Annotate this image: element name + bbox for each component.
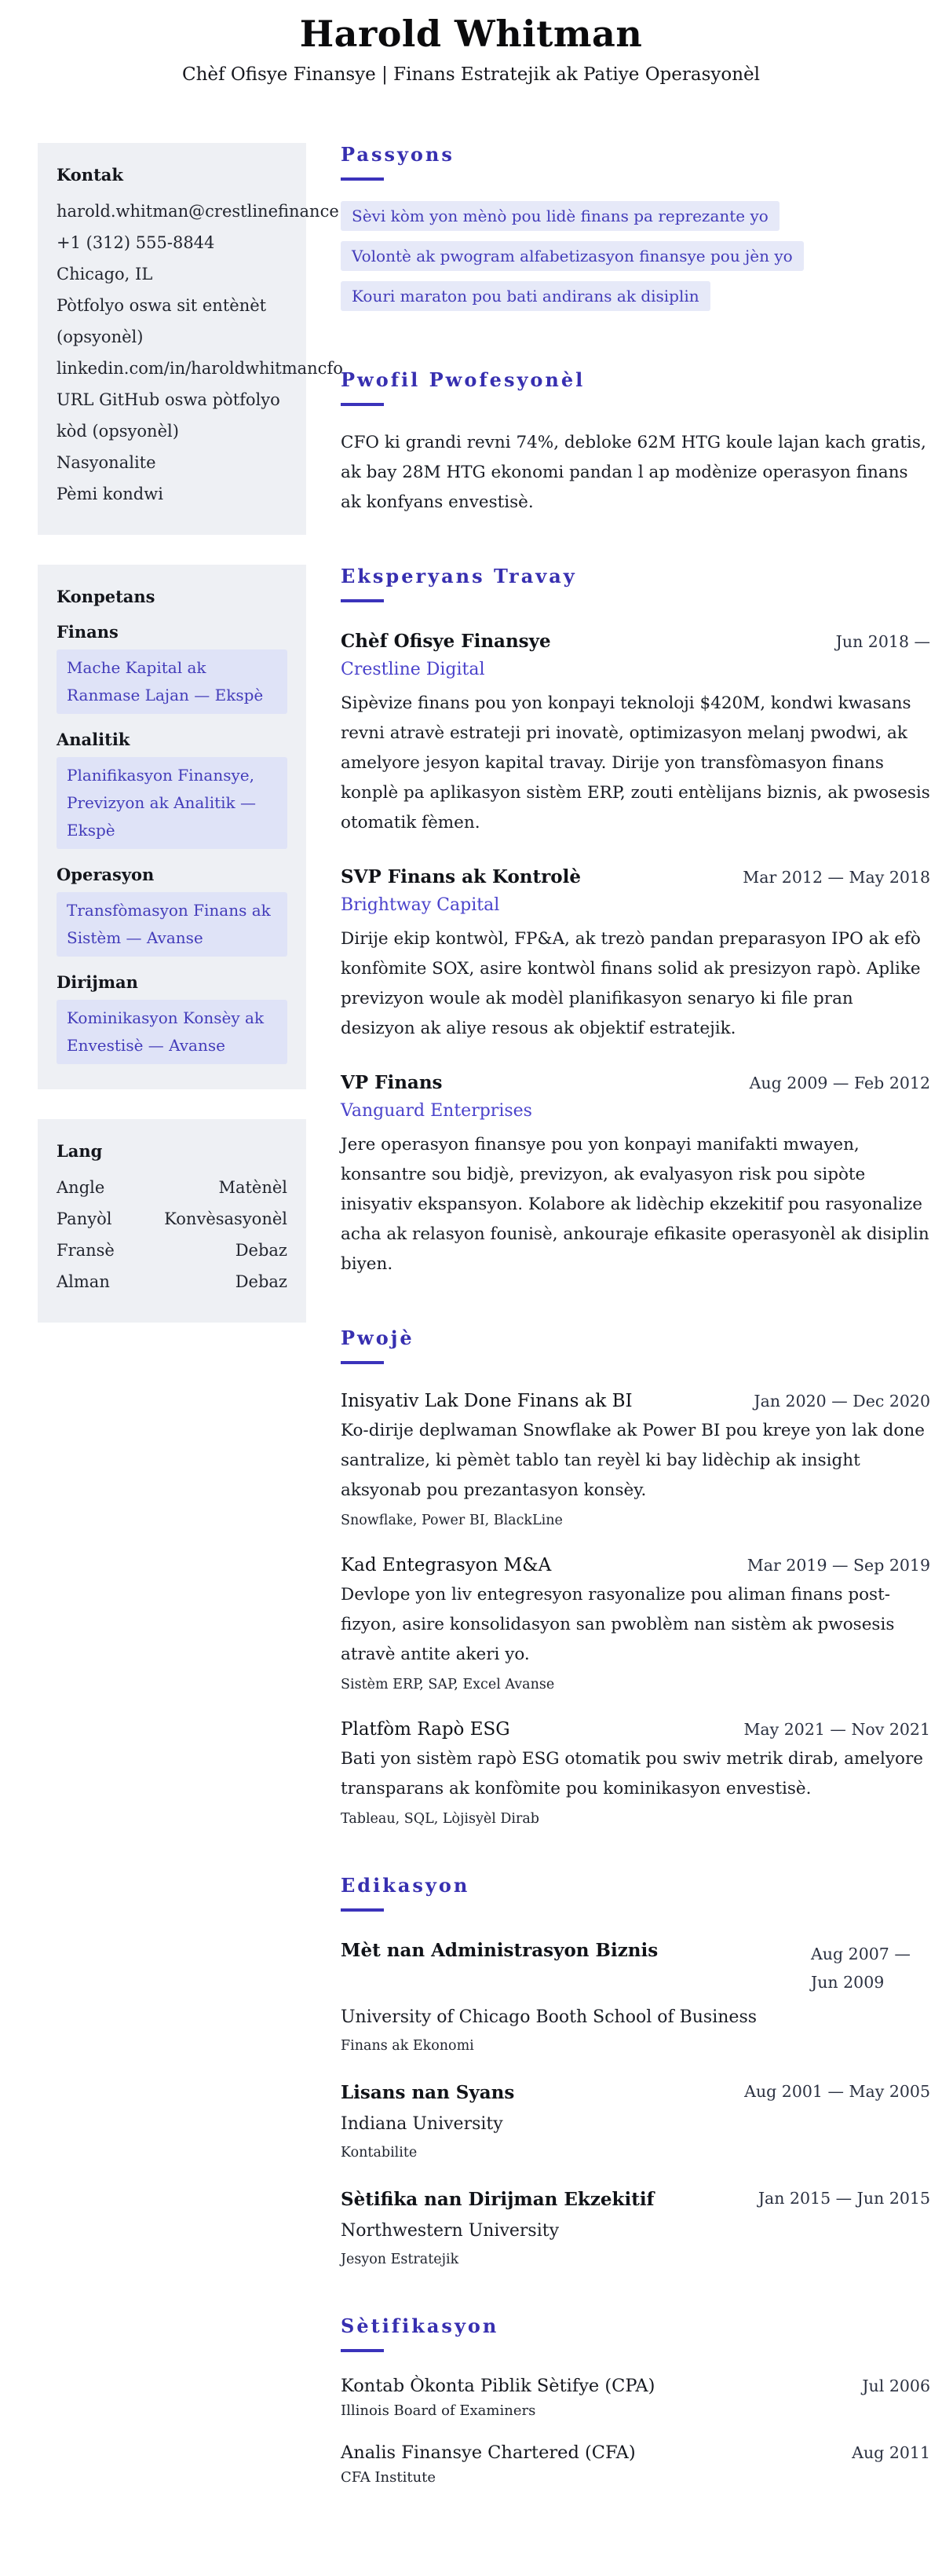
certification-entry — [341, 2376, 930, 2419]
contact-linkedin[interactable]: linkedin.com/in/haroldwhitmancfo — [57, 359, 343, 378]
project-tech: Tableau, SQL, Lòjisyèl Dirab — [341, 1811, 540, 1827]
candidate-name: Harold Whitman — [299, 13, 643, 55]
candidate-title: Chèf Ofisye Finansye | Finans Estratejik ak Patiye Operasyonèl — [181, 64, 761, 85]
job-entry — [341, 1072, 930, 1279]
job-entry — [341, 866, 930, 1044]
education-degree: Mèt nan Administrasyon Biznis — [341, 1940, 659, 1961]
projects-heading: Pwojè — [341, 1326, 414, 1349]
contact-location: Chicago, IL — [57, 265, 153, 284]
certification-issuer: Illinois Board of Examiners — [341, 2402, 536, 2419]
profile-heading: Pwofil Pwofesyonèl — [341, 368, 586, 391]
skill-group-label: Analitik — [57, 730, 130, 749]
project-dates: Jan 2020 — Dec 2020 — [754, 1392, 930, 1411]
project-entry — [341, 1719, 930, 1827]
skills-section — [38, 565, 306, 1089]
education-dates: Aug 2001 — May 2005 — [744, 2082, 930, 2101]
project-tech: Snowflake, Power BI, BlackLine — [341, 1513, 563, 1528]
education-entry — [341, 2189, 930, 2267]
languages-heading: Lang — [57, 1141, 103, 1161]
contact-section — [38, 143, 343, 535]
job-description: Sipèvize finans pou yon konpayi teknoloji $420M, kondwi kwasans revni atravè estrateji pri inovatè, optimizasyon melanj pwodwi, ak amelyore jesyon kapital travay. Dirije yon transfòmasyon finans konplè pa aplikasyon sistèm ERP, zouti entèlijans biznis, ak pwosesis otomatik fèmen. — [341, 693, 930, 832]
language-row — [57, 1172, 287, 1203]
job-description: Dirije ekip kontwòl, FP&A, ak trezò pandan preparasyon IPO ak efò konfòmite SOX, asire kontwòl finans solid ak presizyon rapò. Aplike previzyon woule ak modèl planifikasyon senaryo ki file pran desizyon ak aliye resous ak objektif estratejik. — [341, 929, 921, 1038]
contact-email[interactable]: harold.whitman@crestlinefinance — [57, 202, 339, 221]
resume-body — [0, 143, 942, 2576]
language-name: Angle — [57, 1178, 105, 1197]
project-title: Platfòm Rapò ESG — [341, 1719, 510, 1740]
job-dates: Jun 2018 — — [835, 632, 930, 651]
project-dates: May 2021 — Nov 2021 — [743, 1720, 930, 1739]
language-row — [57, 1203, 287, 1235]
contact-portfolio: Pòtfolyo oswa sit entènèt (opsyonèl) — [57, 296, 267, 346]
skill-tag: Mache Kapital ak Ranmase Lajan — Ekspè — [57, 649, 287, 714]
language-row — [57, 1266, 287, 1297]
education-entry — [341, 2082, 930, 2161]
job-title: VP Finans — [341, 1072, 443, 1093]
project-description: Devlope yon liv entegresyon rasyonalize pou aliman finans post-fizyon, asire konsolidasyon san pwoblèm nan sistèm ak pwosesis atravè antite akeri yo. — [341, 1585, 895, 1664]
education-field: Jesyon Estratejik — [341, 2252, 459, 2267]
passion-pill: Volontè ak pwogram alfabetizasyon finansye pou jèn yo — [341, 241, 804, 271]
education-degree: Sètifika nan Dirijman Ekzekitif — [341, 2189, 655, 2210]
skill-tag: Planifikasyon Finansye, Previzyon ak Analitik — Ekspè — [57, 757, 287, 849]
project-title: Kad Entegrasyon M&A — [341, 1555, 552, 1575]
job-title: SVP Finans ak Kontrolè — [341, 866, 581, 887]
education-degree: Lisans nan Syans — [341, 2082, 515, 2103]
job-dates: Mar 2012 — May 2018 — [743, 868, 930, 887]
main-column — [341, 143, 930, 2533]
certification-name: Kontab Òkonta Piblik Sètifye (CPA) — [341, 2376, 655, 2396]
job-dates: Aug 2009 — Feb 2012 — [749, 1074, 930, 1092]
job-description: Jere operasyon finansye pou yon konpayi manifakti mwayen, konsantre sou bidjè, previzyon, ak evalyasyon risk pou sipòte inisyativ ekspansyon. Kolabore ak lidèchip ekzekitif pou rasyonalize acha ak relasyon founisè, ankouraje efikasite operasyonèl ak disiplin biyen. — [341, 1135, 929, 1274]
profile-text: CFO ki grandi revni 74%, debloke 62M HTG koule lajan kach gratis, ak bay 28M HTG ekonomi pandan l ap modènize operasyon finans ak konfyans envestisè. — [341, 433, 926, 512]
language-level: Debaz — [235, 1241, 287, 1260]
certification-date: Jul 2006 — [862, 2377, 930, 2395]
education-school: Northwestern University — [341, 2221, 560, 2241]
passion-pill: Kouri maraton pou bati andirans ak disiplin — [341, 281, 710, 311]
project-entry — [341, 1555, 930, 1692]
education-school: Indiana University — [341, 2114, 503, 2134]
skill-group-label: Finans — [57, 622, 119, 642]
education-heading: Edikasyon — [341, 1874, 470, 1897]
passions-list — [341, 201, 930, 321]
languages-section — [38, 1119, 306, 1323]
project-description: Ko-dirije deplwaman Snowflake ak Power BI pou kreye yon lak done santralize, ki pèmèt tablo tan reyèl ki bay lidèchip ak insight aksyonab pou prezantasyon konsèy. — [341, 1421, 925, 1500]
education-section — [341, 1874, 930, 2267]
skill-group-label: Operasyon — [57, 865, 155, 884]
passions-heading: Passyons — [341, 143, 455, 166]
certification-issuer: CFA Institute — [341, 2469, 436, 2486]
projects-section — [341, 1326, 930, 1827]
contact-nationality: Nasyonalite — [57, 453, 156, 472]
contact-github: URL GitHub oswa pòtfolyo kòd (opsyonèl) — [57, 390, 280, 441]
language-level: Matènèl — [218, 1178, 287, 1197]
education-field: Kontabilite — [341, 2145, 418, 2161]
language-name: Fransè — [57, 1241, 115, 1260]
heading-rule — [341, 177, 384, 181]
education-dates: Jan 2015 — Jun 2015 — [758, 2189, 930, 2208]
language-name: Alman — [57, 1272, 110, 1291]
certification-date: Aug 2011 — [852, 2443, 930, 2462]
education-field: Finans ak Ekonomi — [341, 2038, 474, 2054]
language-level: Debaz — [235, 1272, 287, 1291]
heading-rule — [341, 1908, 384, 1912]
education-dates: Aug 2007 — Jun 2009 — [811, 1945, 911, 1992]
skill-group-label: Dirijman — [57, 972, 138, 992]
heading-rule — [341, 1361, 384, 1364]
contact-heading: Kontak — [57, 165, 123, 185]
education-entry — [341, 1940, 930, 2054]
skill-tag: Transfòmasyon Finans ak Sistèm — Avanse — [57, 892, 287, 957]
education-school: University of Chicago Booth School of Business — [341, 2007, 758, 2027]
certifications-section — [341, 2314, 930, 2486]
job-entry — [341, 631, 930, 838]
skills-heading: Konpetans — [57, 587, 155, 606]
project-tech: Sistèm ERP, SAP, Excel Avanse — [341, 1677, 555, 1692]
language-name: Panyòl — [57, 1209, 112, 1228]
certifications-heading: Sètifikasyon — [341, 2314, 499, 2337]
contact-driving-permit: Pèmi kondwi — [57, 485, 163, 503]
heading-rule — [341, 599, 384, 602]
passion-pill: Sèvi kòm yon mènò pou lidè finans pa reprezante yo — [341, 201, 780, 231]
job-company[interactable]: Vanguard Enterprises — [341, 1101, 532, 1121]
language-level: Konvèsasyonèl — [164, 1209, 287, 1228]
certification-name: Analis Finansye Chartered (CFA) — [341, 2442, 636, 2463]
project-entry — [341, 1391, 930, 1528]
sidebar — [38, 143, 343, 1352]
resume-header — [0, 0, 942, 85]
heading-rule — [341, 2349, 384, 2352]
project-description: Bati yon sistèm rapò ESG otomatik pou swiv metrik dirab, amelyore transparans ak konfòmite pou kominikasyon envestisè. — [341, 1749, 923, 1798]
passions-section — [341, 143, 930, 321]
profile-section — [341, 368, 930, 518]
skill-tag: Kominikasyon Konsèy ak Envestisè — Avanse — [57, 1000, 287, 1064]
experience-heading: Eksperyans Travay — [341, 565, 577, 587]
heading-rule — [341, 403, 384, 406]
contact-phone: +1 (312) 555-8844 — [57, 233, 215, 252]
project-dates: Mar 2019 — Sep 2019 — [747, 1556, 930, 1575]
experience-section — [341, 565, 930, 1279]
job-company[interactable]: Brightway Capital — [341, 895, 500, 915]
job-company[interactable]: Crestline Digital — [341, 660, 485, 679]
language-row — [57, 1235, 287, 1266]
project-title: Inisyativ Lak Done Finans ak BI — [341, 1391, 633, 1411]
job-title: Chèf Ofisye Finansye — [341, 631, 551, 652]
